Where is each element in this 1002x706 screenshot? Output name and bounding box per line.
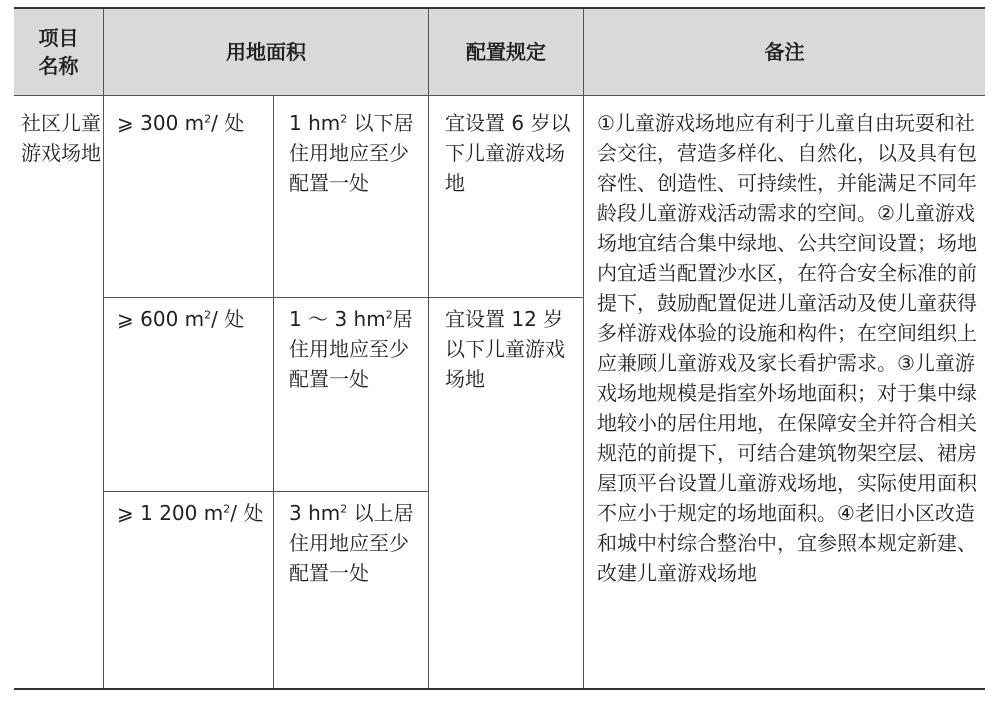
item-name-cell: 社区儿童游戏场地: [21, 111, 101, 165]
config-rule-1: 宜设置 6 岁以下儿童游戏场地: [445, 111, 571, 195]
header-bottom-rule: [14, 95, 985, 96]
area-per-site-1: ⩾ 300 $m^2/$ 处: [117, 111, 245, 135]
remarks-cell: ①儿童游戏场地应有利于儿童自由玩耍和社会交往，营造多样化、自然化，以及具有包容性、创造性、可持续性，并能满足不同年龄段儿童游戏活动需求的空间。②儿童游戏场地宜结合集中绿地、公共空间设置；场地内宜适当配置沙水区，在符合安全标准的前提下，鼓励配置促进儿童活动及使儿童获得多样游戏体验的设施和构件；在空间组织上应兼顾儿童游戏及家长看护需求。③儿童游戏场地规模是指室外场地面积；对于集中绿地较小的居住用地，在保障安全并符合相关规范的前提下，可结合建筑物架空层、裙房屋顶平台设置儿童游戏场地，实际使用面积不应小于规定的场地面积。④老旧小区改造和城中村综合整治中，宜参照本规定新建、改建儿童游戏场地: [597, 111, 977, 585]
header-land-area: 用地面积: [226, 40, 306, 64]
grid-line-col2: [273, 96, 274, 688]
land-scope-2: 1 ～ 3 $hm^2$居住用地应至少配置一处: [289, 307, 413, 391]
header-item-name: 项目 名称: [38, 26, 79, 78]
grid-line-row2: [103, 491, 428, 492]
config-table: [14, 7, 985, 690]
header-remarks: 备注: [764, 40, 805, 64]
config-rule-2: 宜设置 12 岁以下儿童游戏场地: [445, 307, 565, 391]
land-scope-3: 3 $hm^2$ 以上居住用地应至少配置一处: [289, 501, 414, 585]
grid-line-col4: [583, 9, 584, 688]
grid-line-col1: [103, 9, 104, 688]
area-per-site-3: ⩾ 1 200 $m^2/$ 处: [117, 501, 264, 525]
land-scope-1: 1 $hm^2$ 以下居住用地应至少配置一处: [289, 111, 414, 195]
area-per-site-2: ⩾ 600 $m^2/$ 处: [117, 307, 245, 331]
header-config-rule: 配置规定: [466, 40, 546, 64]
grid-line-col3: [428, 9, 429, 688]
grid-line-row1: [103, 297, 583, 298]
table-bottom-rule: [14, 688, 985, 690]
